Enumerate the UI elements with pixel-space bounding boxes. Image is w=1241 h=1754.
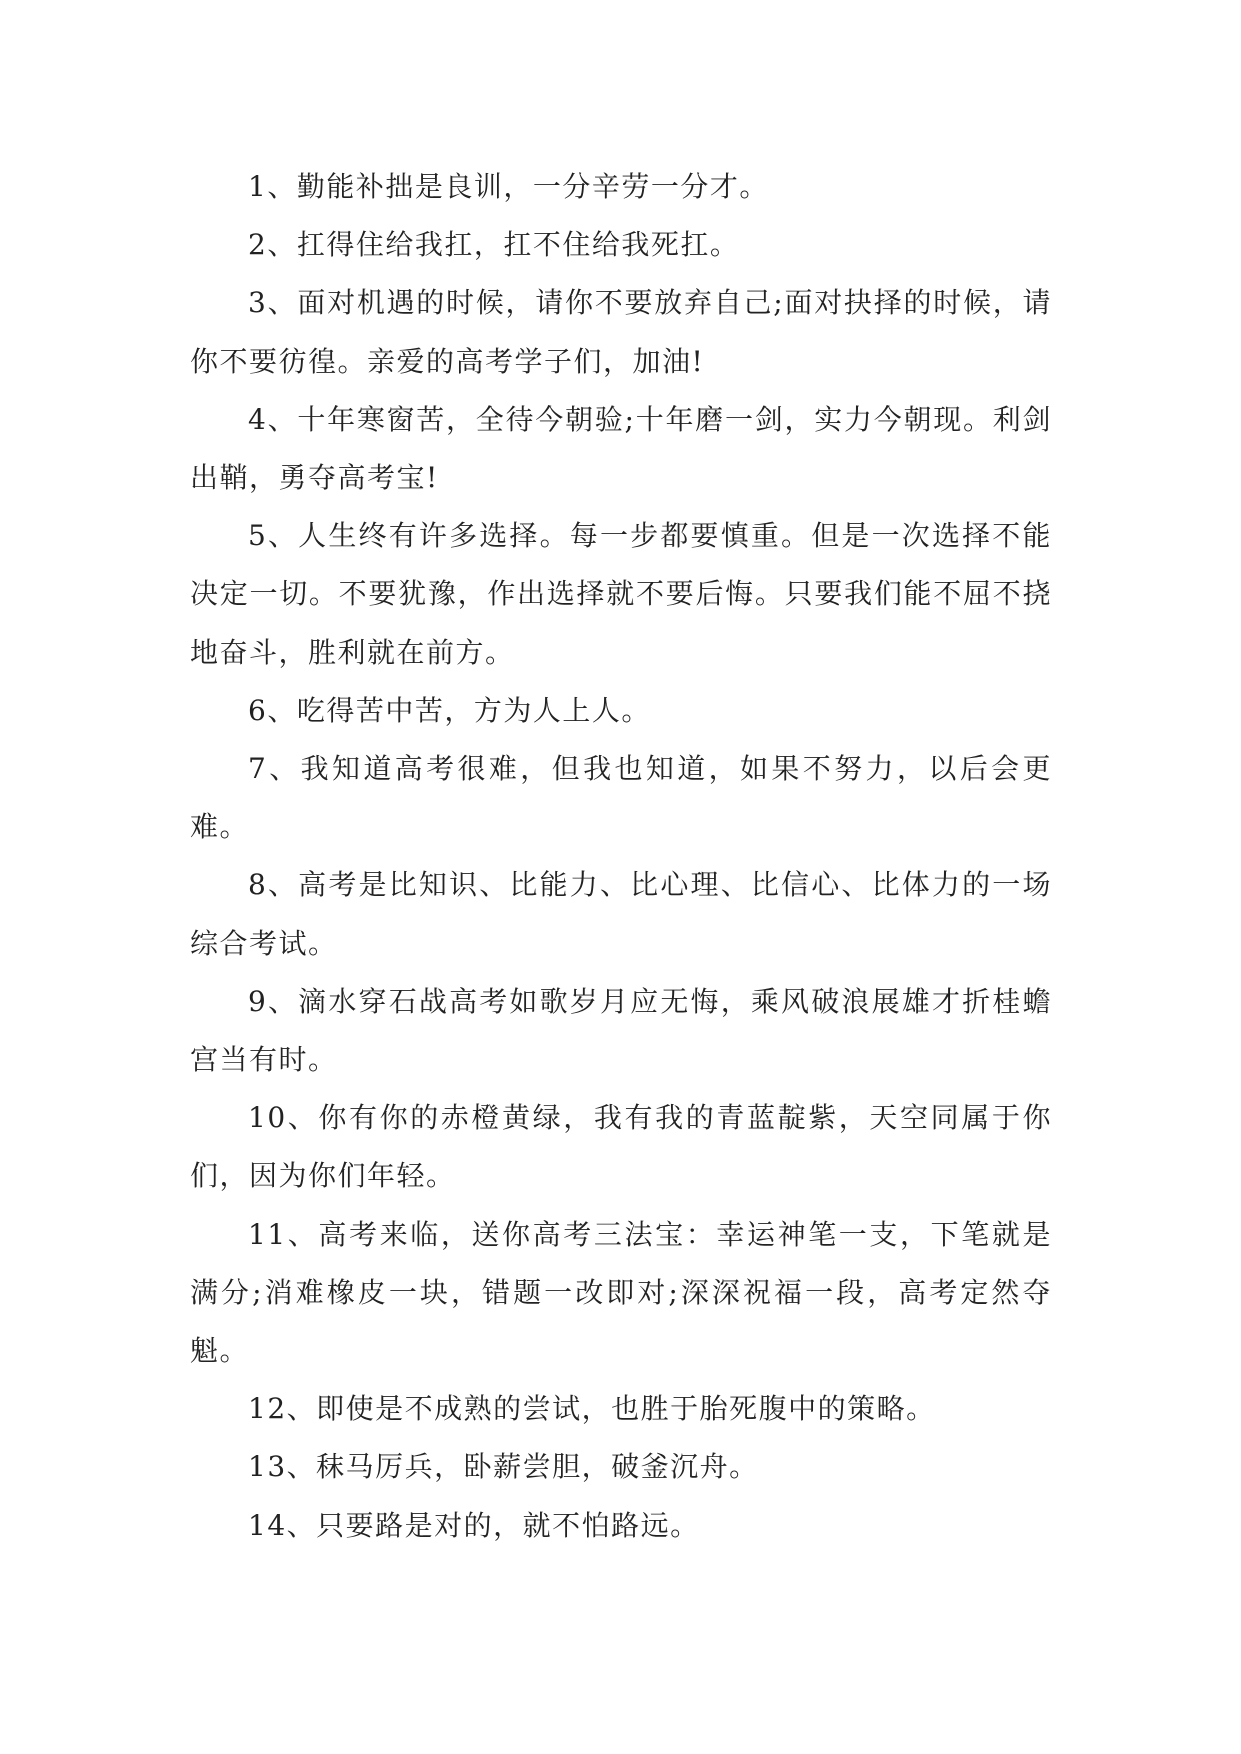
paragraph-6: 6、吃得苦中苦，方为人上人。 (248, 693, 651, 727)
paragraph-13: 13、秣马厉兵，卧薪尝胆，破釜沉舟。 (248, 1450, 759, 1484)
paragraph-4: 4、十年寒窗苦，全待今朝验;十年磨一剑，实力今朝现。利剑出鞘，勇夺高考宝! (190, 402, 1052, 495)
paragraph-10: 10、你有你的赤橙黄绿，我有我的青蓝靛紫，天空同属于你们，因为你们年轻。 (190, 1101, 1052, 1193)
paragraph-7: 7、我知道高考很难，但我也知道，如果不努力，以后会更难。 (190, 752, 1052, 844)
paragraph-3: 3、面对机遇的时候，请你不要放弃自己;面对抉择的时候，请你不要彷徨。亲爱的高考学子们，加油! (190, 286, 1052, 378)
paragraph-12: 12、即使是不成熟的尝试，也胜于胎死腹中的策略。 (248, 1392, 936, 1426)
document-body (190, 158, 1052, 1555)
paragraph-1: 1、勤能补拙是良训，一分辛劳一分才。 (248, 170, 769, 203)
paragraph-11: 11、高考来临，送你高考三法宝：幸运神笔一支，下笔就是满分;消难橡皮一块，错题一改即对;深深祝福一段，高考定然夺魁。 (190, 1217, 1052, 1368)
paragraph-2: 2、扛得住给我扛，扛不住给我死扛。 (248, 228, 740, 262)
paragraph-14: 14、只要路是对的，就不怕路远。 (248, 1508, 700, 1542)
paragraph-5: 5、人生终有许多选择。每一步都要慎重。但是一次选择不能决定一切。不要犹豫，作出选择就不要后悔。只要我们能不屈不挠地奋斗，胜利就在前方。 (190, 519, 1052, 669)
paragraph-9: 9、滴水穿石战高考如歌岁月应无悔，乘风破浪展雄才折桂蟾宫当有时。 (190, 984, 1052, 1077)
paragraph-8: 8、高考是比知识、比能力、比心理、比信心、比体力的一场综合考试。 (190, 868, 1052, 960)
